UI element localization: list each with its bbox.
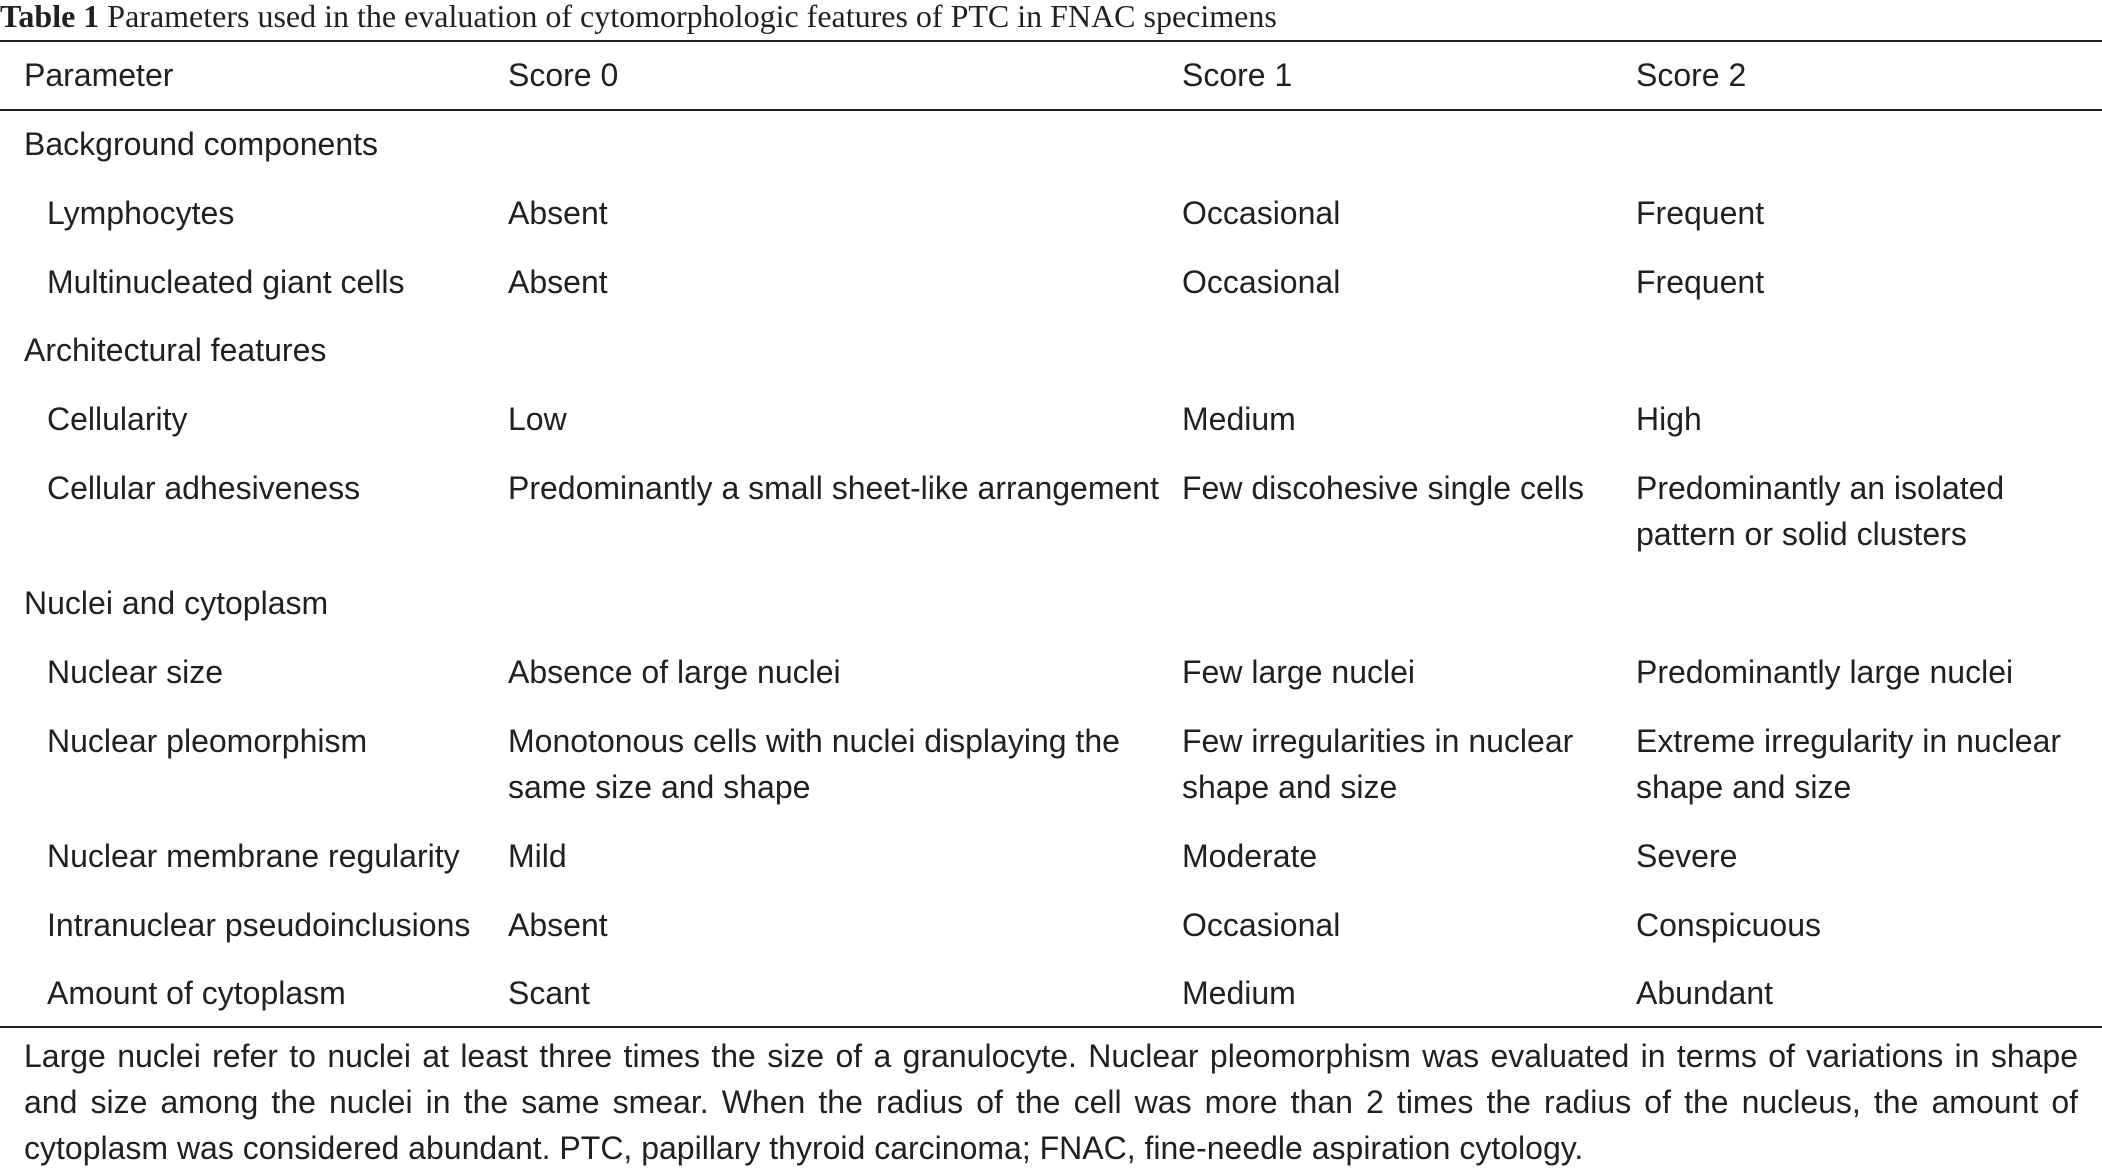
parameter-cell: Nuclear size bbox=[47, 654, 224, 690]
table-title bbox=[0, 0, 1277, 34]
score-0-cell: Mild bbox=[508, 838, 567, 874]
score-0-cell: Absent bbox=[508, 907, 608, 943]
parameter-cell: Cellularity bbox=[47, 401, 188, 437]
score-0-cell: Absent bbox=[508, 264, 608, 300]
parameter-cell: Lymphocytes bbox=[47, 195, 235, 231]
score-2-cell: Predominantly large nuclei bbox=[1636, 654, 2014, 690]
top-rule bbox=[0, 40, 2102, 42]
score-1-cell: Few large nuclei bbox=[1182, 654, 1415, 690]
table-caption: Parameters used in the evaluation of cytomorphologic features of PTC in FNAC specimens bbox=[107, 0, 1277, 34]
score-2-cell: Predominantly an isolated pattern or solid clusters bbox=[1636, 470, 2005, 552]
score-0-cell: Predominantly a small sheet-like arrangement bbox=[508, 470, 1159, 506]
table-label: Table 1 bbox=[0, 0, 100, 34]
score-1-cell: Few irregularities in nuclear shape and size bbox=[1182, 723, 1574, 805]
table-footnote: Large nuclei refer to nuclei at least three times the size of a granulocyte. Nuclear pleomorphism was evaluated in terms of variations in shape and size among the nuclei in the same smear. When the radius of the cell was more than 2 times the radius of the nucleus, the amount of cytoplasm was considered abundant. PTC, papillary thyroid carcinoma; FNAC, fine-needle aspiration cytology. bbox=[24, 1038, 2078, 1166]
column-header-score-1: Score 1 bbox=[1182, 57, 1293, 93]
bottom-rule bbox=[0, 1026, 2102, 1028]
score-1-cell: Occasional bbox=[1182, 264, 1341, 300]
column-header-parameter: Parameter bbox=[24, 57, 174, 93]
parameter-cell: Amount of cytoplasm bbox=[47, 975, 346, 1011]
score-0-cell: Absence of large nuclei bbox=[508, 654, 841, 690]
score-1-cell: Moderate bbox=[1182, 838, 1318, 874]
section-label: Background components bbox=[24, 126, 378, 162]
section-label: Nuclei and cytoplasm bbox=[24, 585, 329, 621]
score-2-cell: Severe bbox=[1636, 838, 1738, 874]
score-2-cell: Conspicuous bbox=[1636, 907, 1821, 943]
score-0-cell: Scant bbox=[508, 975, 590, 1011]
score-0-cell: Monotonous cells with nuclei displaying the same size and shape bbox=[508, 723, 1120, 805]
column-header-score-0: Score 0 bbox=[508, 57, 619, 93]
parameter-cell: Multinucleated giant cells bbox=[47, 264, 405, 300]
score-1-cell: Medium bbox=[1182, 401, 1296, 437]
header-rule bbox=[0, 109, 2102, 111]
score-0-cell: Absent bbox=[508, 195, 608, 231]
score-2-cell: Frequent bbox=[1636, 195, 1765, 231]
column-header-score-2: Score 2 bbox=[1636, 57, 1747, 93]
parameter-cell: Cellular adhesiveness bbox=[47, 470, 361, 506]
score-2-cell: High bbox=[1636, 401, 1702, 437]
score-1-cell: Occasional bbox=[1182, 907, 1341, 943]
score-1-cell: Occasional bbox=[1182, 195, 1341, 231]
score-2-cell: Extreme irregularity in nuclear shape and size bbox=[1636, 723, 2062, 805]
parameter-cell: Nuclear pleomorphism bbox=[47, 723, 368, 759]
section-label: Architectural features bbox=[24, 332, 327, 368]
score-2-cell: Frequent bbox=[1636, 264, 1765, 300]
score-1-cell: Medium bbox=[1182, 975, 1296, 1011]
score-1-cell: Few discohesive single cells bbox=[1182, 470, 1584, 506]
parameter-cell: Nuclear membrane regularity bbox=[47, 838, 460, 874]
score-0-cell: Low bbox=[508, 401, 567, 437]
score-2-cell: Abundant bbox=[1636, 975, 1774, 1011]
parameter-cell: Intranuclear pseudoinclusions bbox=[47, 907, 471, 943]
